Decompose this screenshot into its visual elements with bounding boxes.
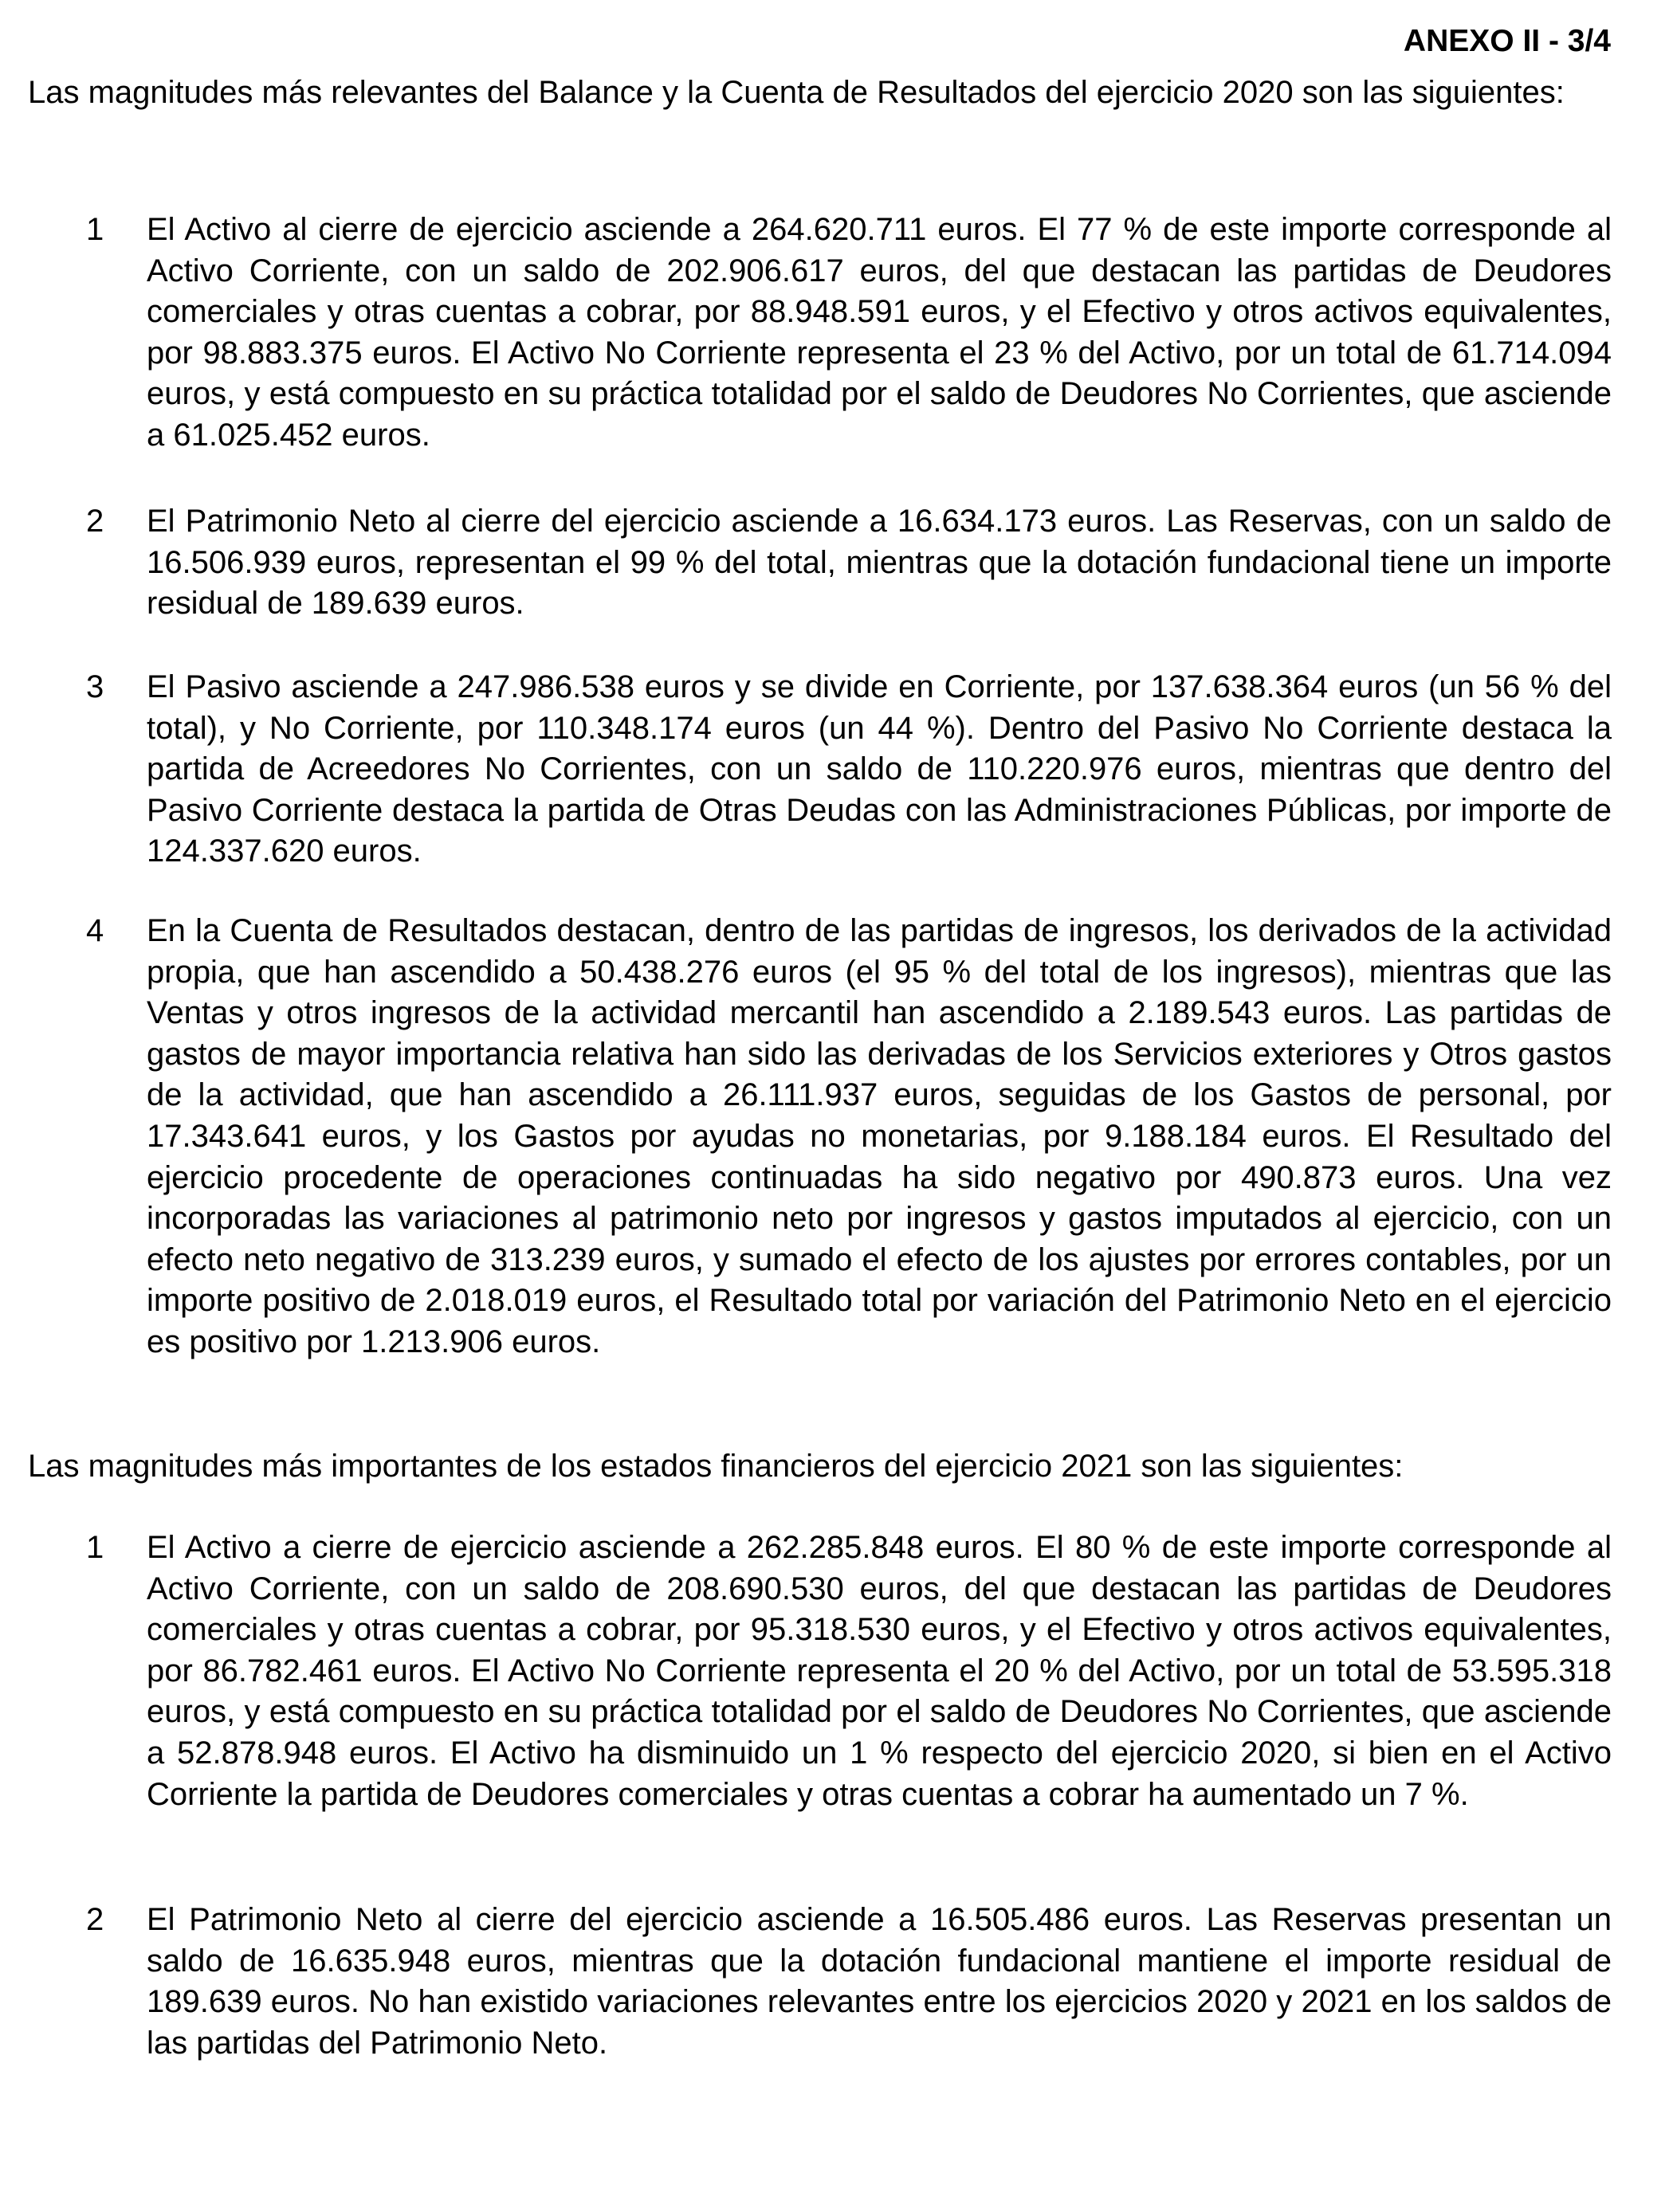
annex-page-header: ANEXO II - 3/4: [1403, 24, 1611, 58]
list-item-2020-4: [28, 911, 1612, 1363]
item-number: 3: [86, 669, 104, 704]
list-item-2020-1: [28, 210, 1612, 457]
item-number: 2: [86, 1902, 104, 1937]
intro-2020: Las magnitudes más relevantes del Balance y la Cuenta de Resultados del ejercicio 2020 son las siguientes:: [28, 75, 1565, 110]
list-item-2021-2: [28, 1900, 1612, 2064]
item-text: El Patrimonio Neto al cierre del ejercicio asciende a 16.634.173 euros. Las Reservas, con un saldo de 16.506.939 euros, representan el 99 % del total, mientras que la dotación fundacional tiene un importe residual de 189.639 euros.: [147, 504, 1612, 622]
list-item-2020-2: [28, 501, 1612, 625]
item-number: 1: [86, 1530, 104, 1565]
item-text: El Pasivo asciende a 247.986.538 euros y se divide en Corriente, por 137.638.364 euros (un 56 % del total), y No Corriente, por 110.348.174 euros (un 44 %). Dentro del Pasivo No Corriente destaca la partida de Acreedores No Corrientes, con un saldo de 110.220.976 euros, mientras que dentro del Pasivo Corriente destaca la partida de Otras Deudas con las Administraciones Públicas, por importe de 124.337.620 euros.: [147, 669, 1612, 869]
list-item-2020-3: [28, 667, 1612, 873]
item-text: En la Cuenta de Resultados destacan, dentro de las partidas de ingresos, los derivados de la actividad propia, que han ascendido a 50.438.276 euros (el 95 % del total de los ingresos), mientras que las Ventas y otros ingresos de la actividad mercantil han ascendido a 2.189.543 euros. Las partidas de gastos de mayor importancia relativa han sido las derivadas de los Servicios exteriores y Otros gastos de la actividad, que han ascendido a 26.111.937 euros, seguidas de los Gastos de personal, por 17.343.641 euros, y los Gastos por ayudas no monetarias, por 9.188.184 euros. El Resultado del ejercicio procedente de operaciones continuadas ha sido negativo por 490.873 euros. Una vez incorporadas las variaciones al patrimonio neto por ingresos y gastos imputados al ejercicio, con un efecto neto negativo de 313.239 euros, y sumado el efecto de los ajustes por errores contables, por un importe positivo de 2.018.019 euros, el Resultado total por variación del Patrimonio Neto en el ejercicio es positivo por 1.213.906 euros.: [147, 913, 1612, 1359]
intro-2021: Las magnitudes más importantes de los estados financieros del ejercicio 2021 son las siguientes:: [28, 1449, 1404, 1484]
item-number: 4: [86, 913, 104, 948]
item-text: El Activo al cierre de ejercicio asciende a 264.620.711 euros. El 77 % de este importe corresponde al Activo Corriente, con un saldo de 202.906.617 euros, del que destacan las partidas de Deudores comerciales y otras cuentas a cobrar, por 88.948.591 euros, y el Efectivo y otros activos equivalentes, por 98.883.375 euros. El Activo No Corriente representa el 23 % del Activo, por un total de 61.714.094 euros, y está compuesto en su práctica totalidad por el saldo de Deudores No Corrientes, que asciende a 61.025.452 euros.: [147, 212, 1612, 453]
list-item-2021-1: [28, 1528, 1612, 1815]
item-text: El Patrimonio Neto al cierre del ejercicio asciende a 16.505.486 euros. Las Reservas presentan un saldo de 16.635.948 euros, mientras que la dotación fundacional mantiene el importe residual de 189.639 euros. No han existido variaciones relevantes entre los ejercicios 2020 y 2021 en los saldos de las partidas del Patrimonio Neto.: [147, 1902, 1612, 2061]
item-text: El Activo a cierre de ejercicio asciende a 262.285.848 euros. El 80 % de este importe corresponde al Activo Corriente, con un saldo de 208.690.530 euros, del que destacan las partidas de Deudores comerciales y otras cuentas a cobrar, por 95.318.530 euros, y el Efectivo y otros activos equivalentes, por 86.782.461 euros. El Activo No Corriente representa el 20 % del Activo, por un total de 53.595.318 euros, y está compuesto en su práctica totalidad por el saldo de Deudores No Corrientes, que asciende a 52.878.948 euros. El Activo ha disminuido un 1 % respecto del ejercicio 2020, si bien en el Activo Corriente la partida de Deudores comerciales y otras cuentas a cobrar ha aumentado un 7 %.: [147, 1530, 1612, 1812]
item-number: 1: [86, 212, 104, 247]
item-number: 2: [86, 504, 104, 539]
